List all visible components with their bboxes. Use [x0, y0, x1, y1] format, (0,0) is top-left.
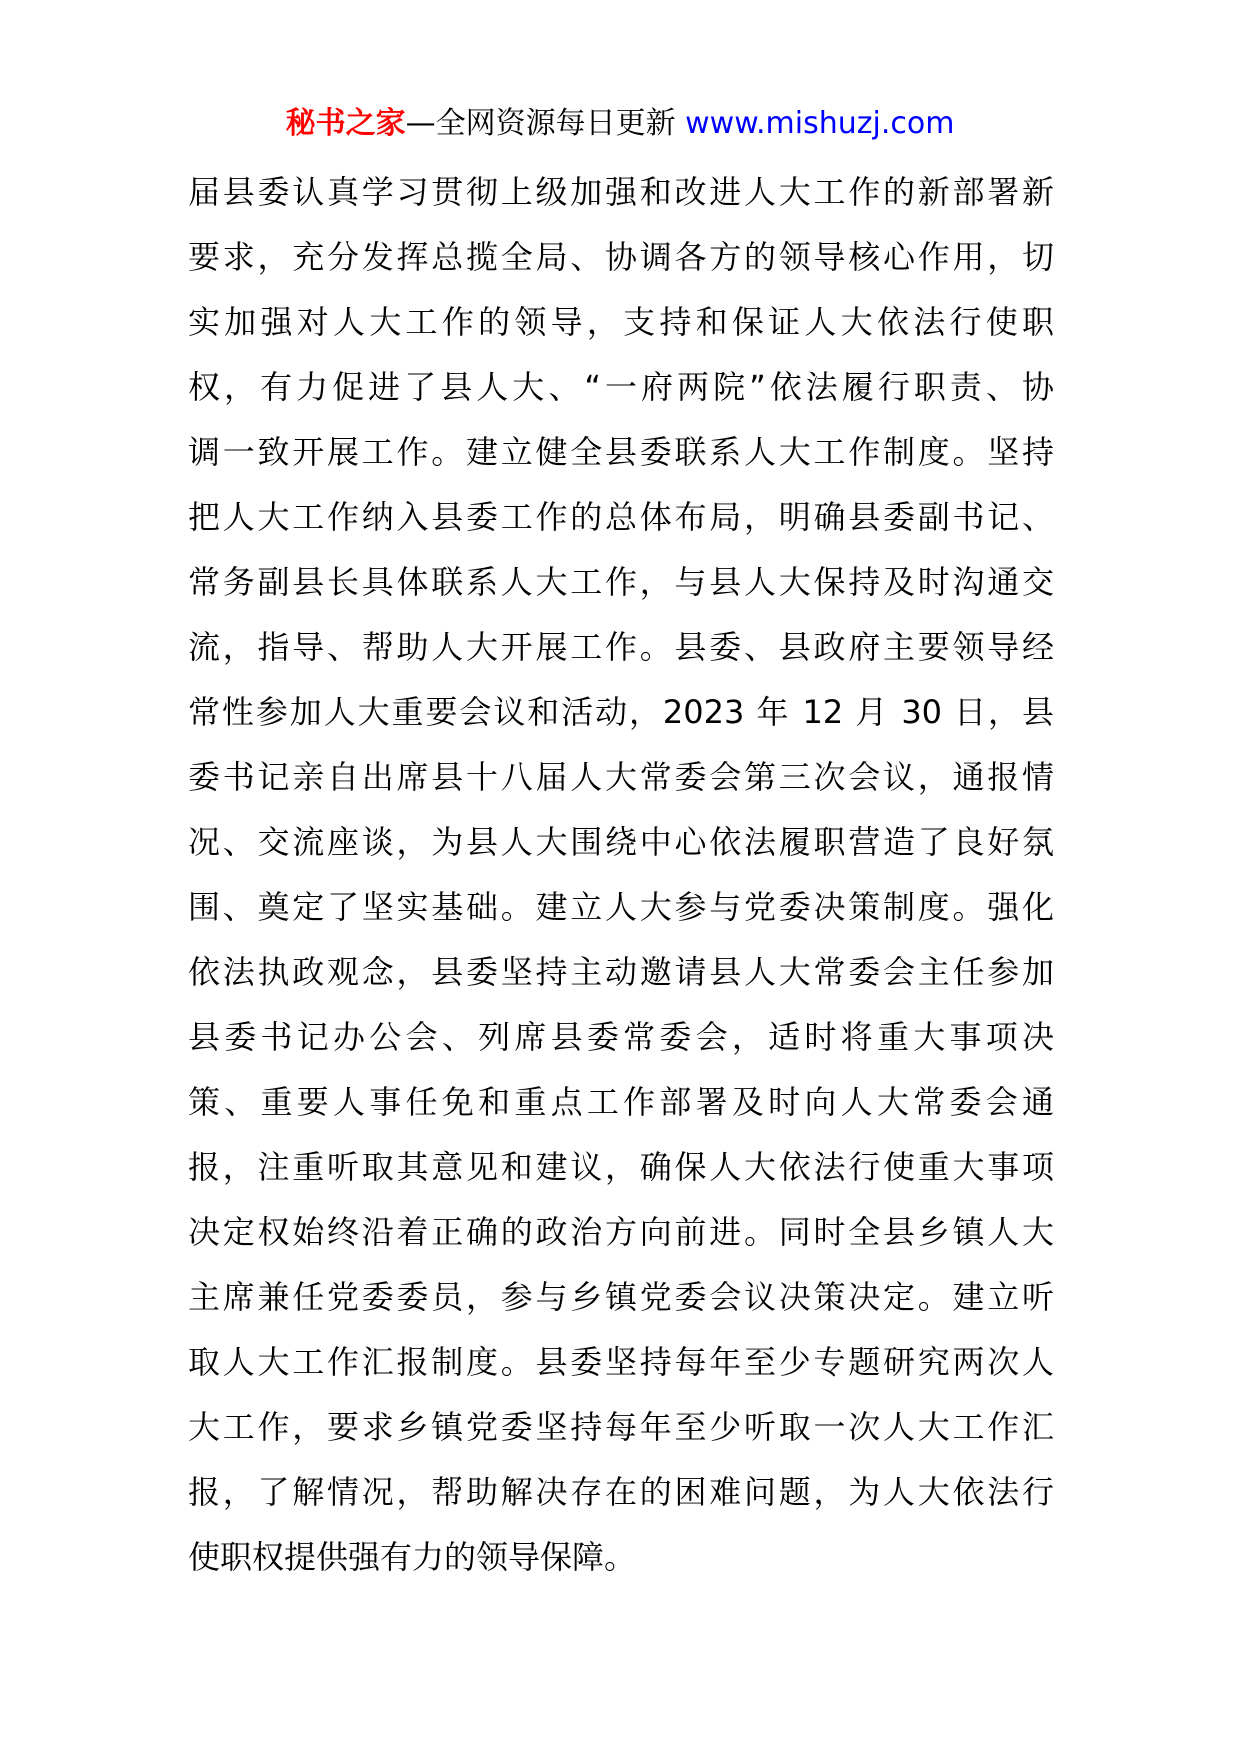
- text-line: 依法执政观念，县委坚持主动邀请县人大常委会主任参加: [188, 953, 1054, 991]
- text-line: 取人大工作汇报制度。县委坚持每年至少专题研究两次人: [188, 1343, 1054, 1381]
- site-url: www.mishuzj.com: [685, 106, 955, 141]
- text-line: 主席兼任党委委员，参与乡镇党委会议决策决定。建立听: [188, 1278, 1054, 1316]
- text-line: 报，注重听取其意见和建议，确保人大依法行使重大事项: [188, 1148, 1054, 1186]
- page-header: [0, 100, 1240, 148]
- text-line: 常务副县长具体联系人大工作，与县人大保持及时沟通交: [188, 563, 1054, 601]
- text-line: 实加强对人大工作的领导，支持和保证人大依法行使职: [188, 303, 1054, 341]
- text-line: 使职权提供强有力的领导保障。: [188, 1538, 637, 1576]
- body-text: [188, 160, 1054, 1590]
- text-line: 县委书记办公会、列席县委常委会，适时将重大事项决: [188, 1018, 1054, 1056]
- text-line: 委书记亲自出席县十八届人大常委会第三次会议，通报情: [188, 758, 1054, 796]
- text-line: 决定权始终沿着正确的政治方向前进。同时全县乡镇人大: [188, 1213, 1054, 1251]
- text-line: 把人大工作纳入县委工作的总体布局，明确县委副书记、: [188, 498, 1054, 536]
- text-line: 策、重要人事任免和重点工作部署及时向人大常委会通: [188, 1083, 1054, 1121]
- text-line: 大工作，要求乡镇党委坚持每年至少听取一次人大工作汇: [188, 1408, 1054, 1446]
- text-line: 调一致开展工作。建立健全县委联系人大工作制度。坚持: [188, 433, 1054, 471]
- text-line: 报，了解情况，帮助解决存在的困难问题，为人大依法行: [188, 1473, 1054, 1511]
- text-line: 权，有力促进了县人大、“一府两院”依法履行职责、协: [188, 368, 1054, 406]
- text-line: 要求，充分发挥总揽全局、协调各方的领导核心作用，切: [188, 238, 1054, 276]
- brand-name: 秘书之家: [285, 106, 406, 141]
- text-line: 况、交流座谈，为县人大围绕中心依法履职营造了良好氛: [188, 823, 1054, 861]
- text-line: 围、奠定了坚实基础。建立人大参与党委决策制度。强化: [188, 888, 1054, 926]
- text-line: 常性参加人大重要会议和活动，2023 年 12 月 30 日，县: [188, 693, 1054, 731]
- text-line: 流，指导、帮助人大开展工作。县委、县政府主要领导经: [188, 628, 1054, 666]
- header-tagline: —全网资源每日更新: [405, 106, 686, 141]
- text-line: 届县委认真学习贯彻上级加强和改进人大工作的新部署新: [188, 173, 1054, 211]
